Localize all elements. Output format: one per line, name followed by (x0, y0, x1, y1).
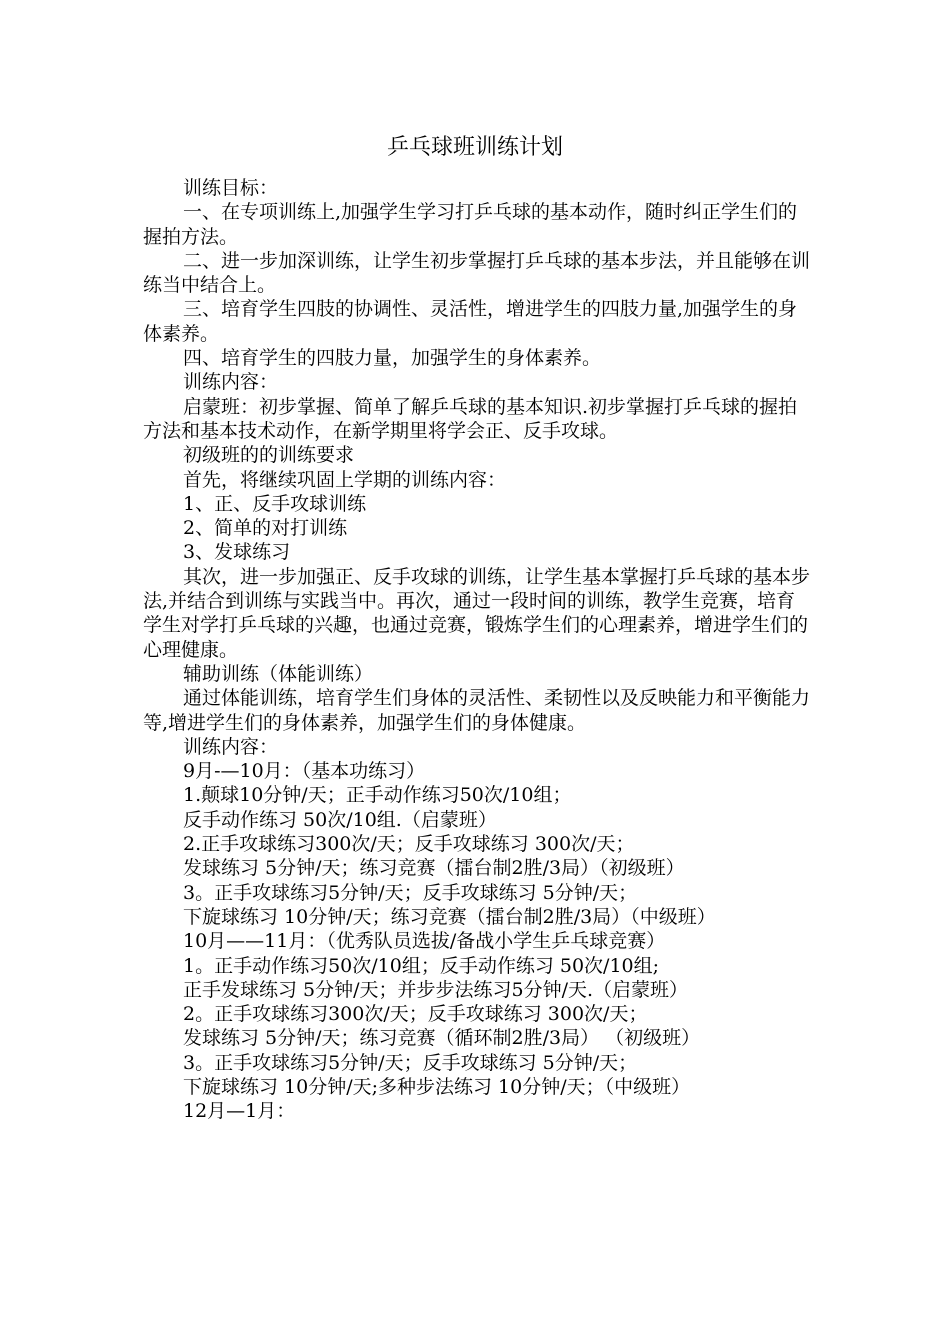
schedule-line: 反手动作练习 50次/10组.（启蒙班） (183, 808, 497, 831)
schedule-line: 下旋球练习 10分钟/天；练习竞赛（擂台制2胜/3局）（中级班） (183, 905, 716, 928)
document-body (143, 176, 813, 1124)
document-title: 乒乓球班训练计划 (386, 135, 563, 160)
auxiliary-training-heading: 辅助训练（体能训练） (183, 662, 374, 685)
section-heading-content-2: 训练内容： (183, 735, 279, 758)
goal-item-2: 二、进一步加深训练，让学生初步掌握打乒乓球的基本步法，并且能够在训练当中结合上。 (143, 249, 811, 297)
schedule-line: 1。正手动作练习50次/10组；反手动作练习 50次/10组; (183, 954, 660, 977)
schedule-line: 2。正手攻球练习300次/天；反手攻球练习 300次/天； (183, 1003, 648, 1026)
next-step-paragraph: 其次，进一步加强正、反手攻球的训练，让学生基本掌握打乒乓球的基本步法,并结合到训练与实践当中。再次，通过一段时间的训练，教学生竞赛，培育学生对学打乒乓球的兴趣，也通过竞赛，锻炼学生们的心理素养，增进学生们的心理健康。 (143, 565, 811, 661)
beginner-class-paragraph: 启蒙班：初步掌握、简单了解乒乓球的基本知识.初步掌握打乒乓球的握拍方法和基本技术动作，在新学期里将学会正、反手攻球。 (143, 395, 798, 442)
goal-item-1: 一、在专项训练上,加强学生学习打乒乓球的基本动作，随时纠正学生们的握拍方法。 (143, 201, 798, 248)
first-step-paragraph: 首先，将继续巩固上学期的训练内容： (183, 468, 507, 491)
schedule-line: 下旋球练习 10分钟/天;多种步法练习 10分钟/天；（中级班） (183, 1075, 691, 1098)
schedule-line: 1.颠球10分钟/天；正手动作练习50次/10组； (183, 784, 572, 807)
schedule-heading-sep-oct: 9月-—10月：（基本功练习） (183, 760, 426, 783)
goal-item-3: 三、培育学生四肢的协调性、灵活性，增进学生的四肢力量,加强学生的身体素养。 (143, 298, 798, 345)
schedule-line: 3。正手攻球练习5分钟/天；反手攻球练习 5分钟/天； (183, 881, 638, 904)
goal-item-4: 四、培育学生的四肢力量，加强学生的身体素养。 (183, 347, 602, 370)
schedule-line: 发球练习 5分钟/天；练习竞赛（擂台制2胜/3局）（初级班） (183, 857, 685, 880)
section-heading-content: 训练内容： (183, 371, 279, 394)
auxiliary-training-paragraph: 通过体能训练，培育学生们身体的灵活性、柔韧性以及反映能力和平衡能力等,增进学生们的身体素养，加强学生们的身体健康。 (143, 687, 811, 734)
schedule-heading-dec-jan: 12月—1月： (183, 1100, 296, 1123)
schedule-heading-oct-nov: 10月——11月：（优秀队员选拔/备战小学生乒乓球竞赛） (183, 930, 666, 953)
schedule-line: 正手发球练习 5分钟/天；并步步法练习5分钟/天.（启蒙班） (183, 978, 689, 1001)
schedule-line: 发球练习 5分钟/天；练习竞赛（循环制2胜/3局） （初级班） (183, 1027, 701, 1050)
list-item-1: 1、正、反手攻球训练 (183, 492, 367, 515)
list-item-2: 2、简单的对打训练 (183, 517, 348, 540)
schedule-line: 2.正手攻球练习300次/天；反手攻球练习 300次/天； (183, 833, 635, 856)
elementary-class-heading: 初级班的的训练要求 (183, 444, 355, 467)
list-item-3: 3、发球练习 (183, 541, 291, 564)
schedule-line: 3。正手攻球练习5分钟/天；反手攻球练习 5分钟/天； (183, 1051, 638, 1074)
section-heading-goals: 训练目标： (183, 177, 279, 199)
